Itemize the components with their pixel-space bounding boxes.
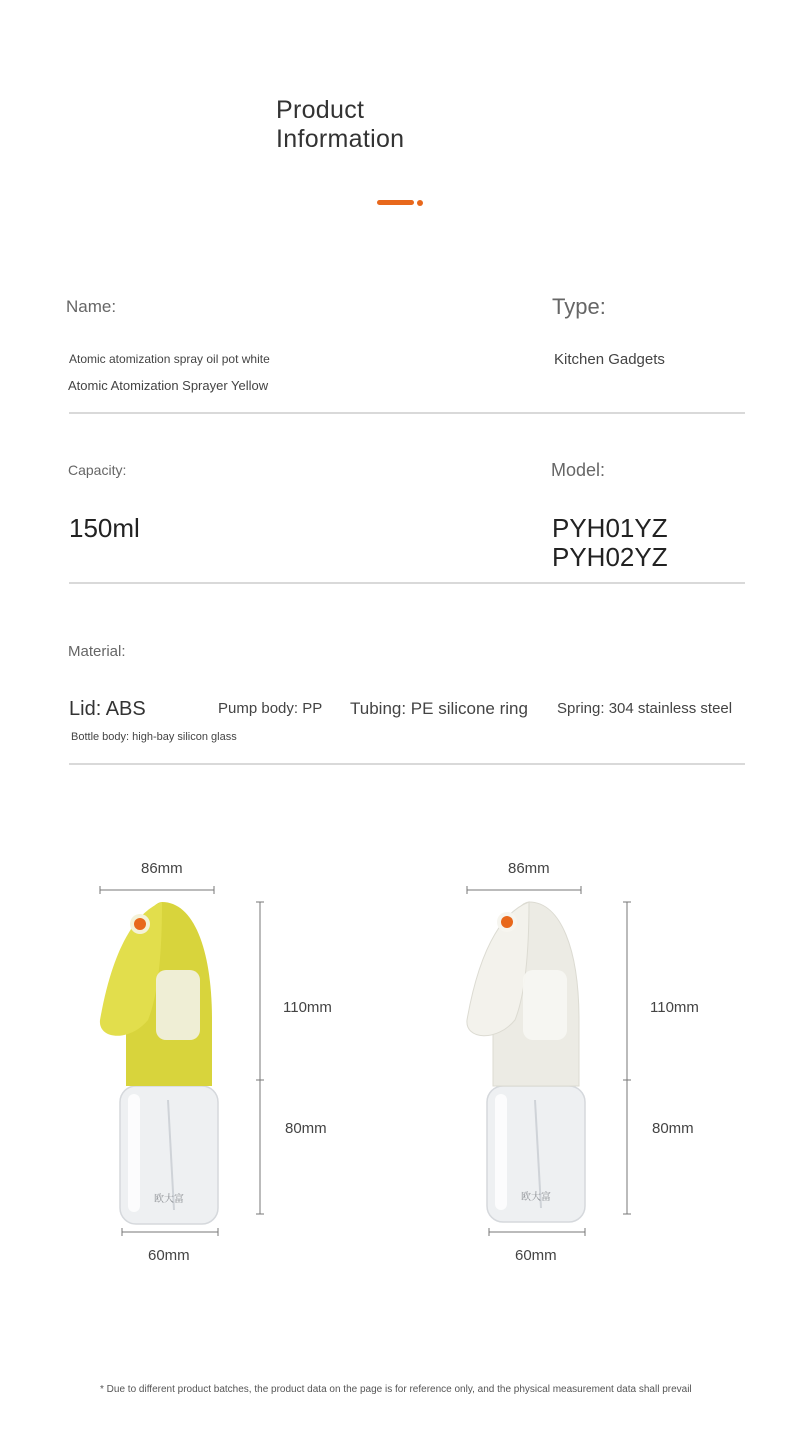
- dimension-width-top: 86mm: [508, 860, 550, 877]
- material-spring: Spring: 304 stainless steel: [557, 700, 733, 717]
- title-accent-bar: [377, 200, 414, 205]
- white-sprayer-image: [457, 880, 647, 1240]
- material-pump: Pump body: PP: [218, 700, 323, 717]
- model-value-1: PYH01YZ: [552, 513, 668, 543]
- capacity-value: 150ml: [69, 513, 140, 543]
- dimension-height-bottom: 80mm: [652, 1120, 694, 1137]
- divider: [69, 582, 745, 584]
- material-lid: Lid: ABS: [69, 698, 146, 720]
- type-label: Type:: [552, 294, 606, 319]
- name-label: Name:: [66, 297, 117, 316]
- dimension-width-top: 86mm: [141, 860, 183, 877]
- bottle-brand-mark: 欧大富: [521, 1192, 551, 1203]
- bottle-brand-mark: 欧大富: [154, 1194, 184, 1205]
- material-label: Material:: [68, 643, 126, 660]
- name-value-white: Atomic atomization spray oil pot white: [69, 352, 270, 366]
- yellow-sprayer-image: [90, 880, 280, 1240]
- capacity-label: Capacity:: [68, 462, 127, 478]
- type-value: Kitchen Gadgets: [554, 351, 665, 368]
- title-accent-dot: [417, 200, 423, 206]
- dimension-width-bottom: 60mm: [148, 1247, 190, 1264]
- model-value-2: PYH02YZ: [552, 542, 668, 572]
- divider: [69, 412, 745, 414]
- dimension-height-top: 110mm: [650, 999, 699, 1016]
- material-bottle: Bottle body: high-bay silicon glass: [71, 731, 237, 743]
- page-title: Product Information: [276, 96, 405, 153]
- dimension-height-bottom: 80mm: [285, 1120, 327, 1137]
- dimension-width-bottom: 60mm: [515, 1247, 557, 1264]
- footer-disclaimer: * Due to different product batches, the product data on the page is for reference only, and the physical measurement data shall prevail: [100, 1384, 692, 1395]
- material-tubing: Tubing: PE silicone ring: [350, 699, 528, 718]
- model-label: Model:: [551, 460, 606, 480]
- name-value-yellow: Atomic Atomization Sprayer Yellow: [68, 378, 269, 393]
- dimension-height-top: 110mm: [283, 999, 332, 1016]
- divider: [69, 763, 745, 765]
